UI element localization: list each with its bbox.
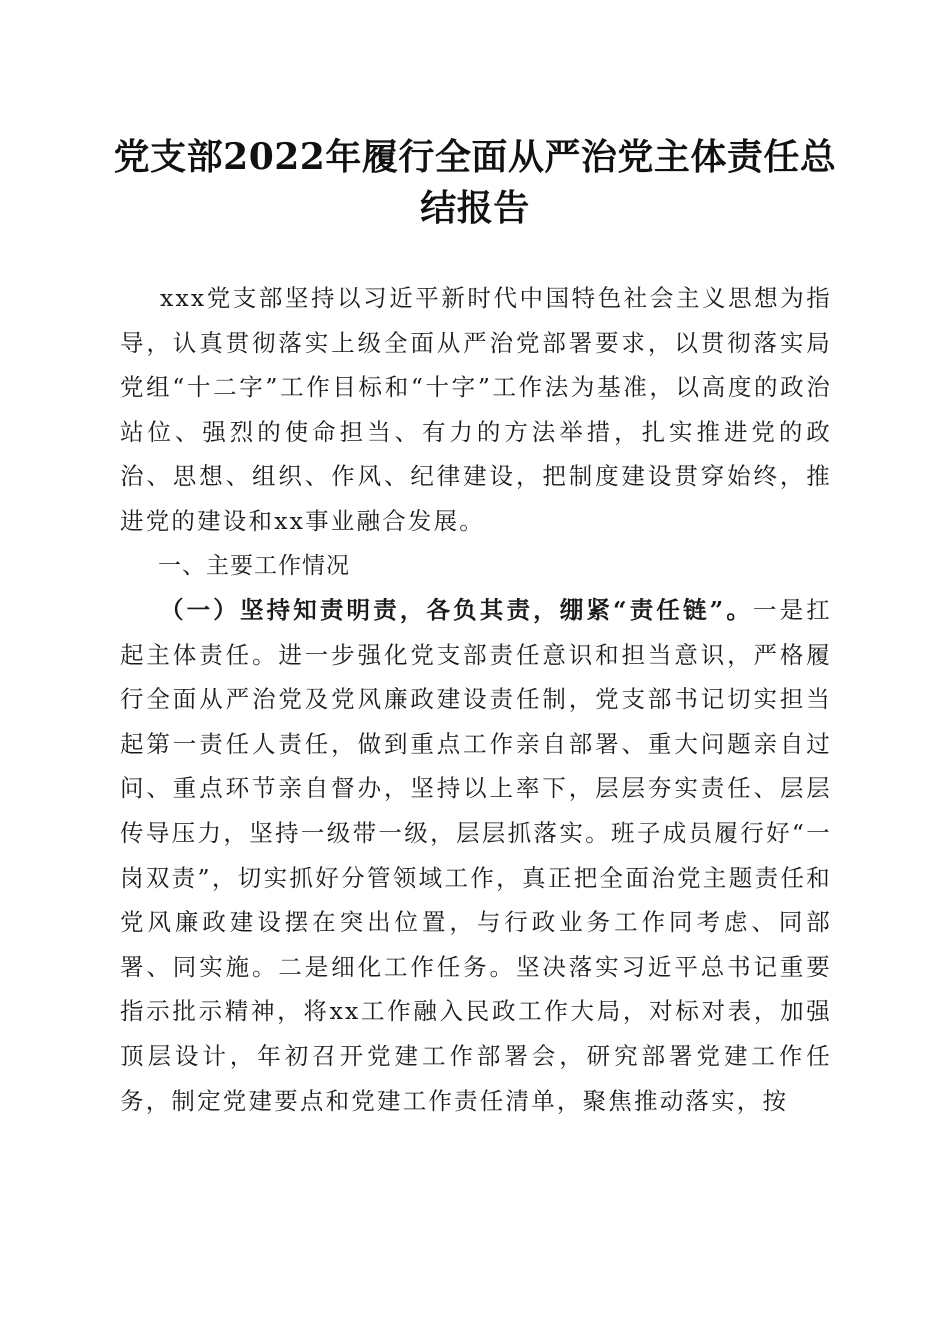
- subsection-body: 一是扛起主体责任。进一步强化党支部责任意识和担当意识，严格履行全面从严治党及党风廉政建设责任制，党支部书记切实担当起第一责任人责任，做到重点工作亲自部署、重大问题亲自过问、重点环节亲自督办，坚持以上率下，层层夯实责任、层层传导压力，坚持一级带一级，层层抓落实。班子成员履行好“一岗双责”，切实抓好分管领域工作，真正把全面治党主题责任和党风廉政建设摆在突出位置，与行政业务工作同考虑、同部署、同实施。二是细化工作任务。坚决落实习近平总书记重要指示批示精神，将xx工作融入民政工作大局，对标对表，加强顶层设计，年初召开党建工作部署会，研究部署党建工作任务，制定党建要点和党建工作责任清单，聚焦推动落实，按: [120, 596, 832, 1115]
- intro-paragraph: xxx党支部坚持以习近平新时代中国特色社会主义思想为指导，认真贯彻落实上级全面从严治党部署要求，以贯彻落实局党组“十二字”工作目标和“十字”工作法为基准，以高度的政治站位、强烈的使命担当、有力的方法举措，扎实推进党的政治、思想、组织、作风、纪律建设，把制度建设贯穿始终，推进党的建设和xx事业融合发展。: [120, 284, 832, 535]
- document-title: 党支部2022年履行全面从严治党主体责任总结报告: [113, 136, 837, 229]
- subsection-lead: （一）坚持知责明责，各负其责，绷紧“责任链”。: [160, 596, 753, 624]
- section-heading: 一、主要工作情况: [158, 553, 350, 579]
- subsection-paragraph: [120, 588, 832, 1123]
